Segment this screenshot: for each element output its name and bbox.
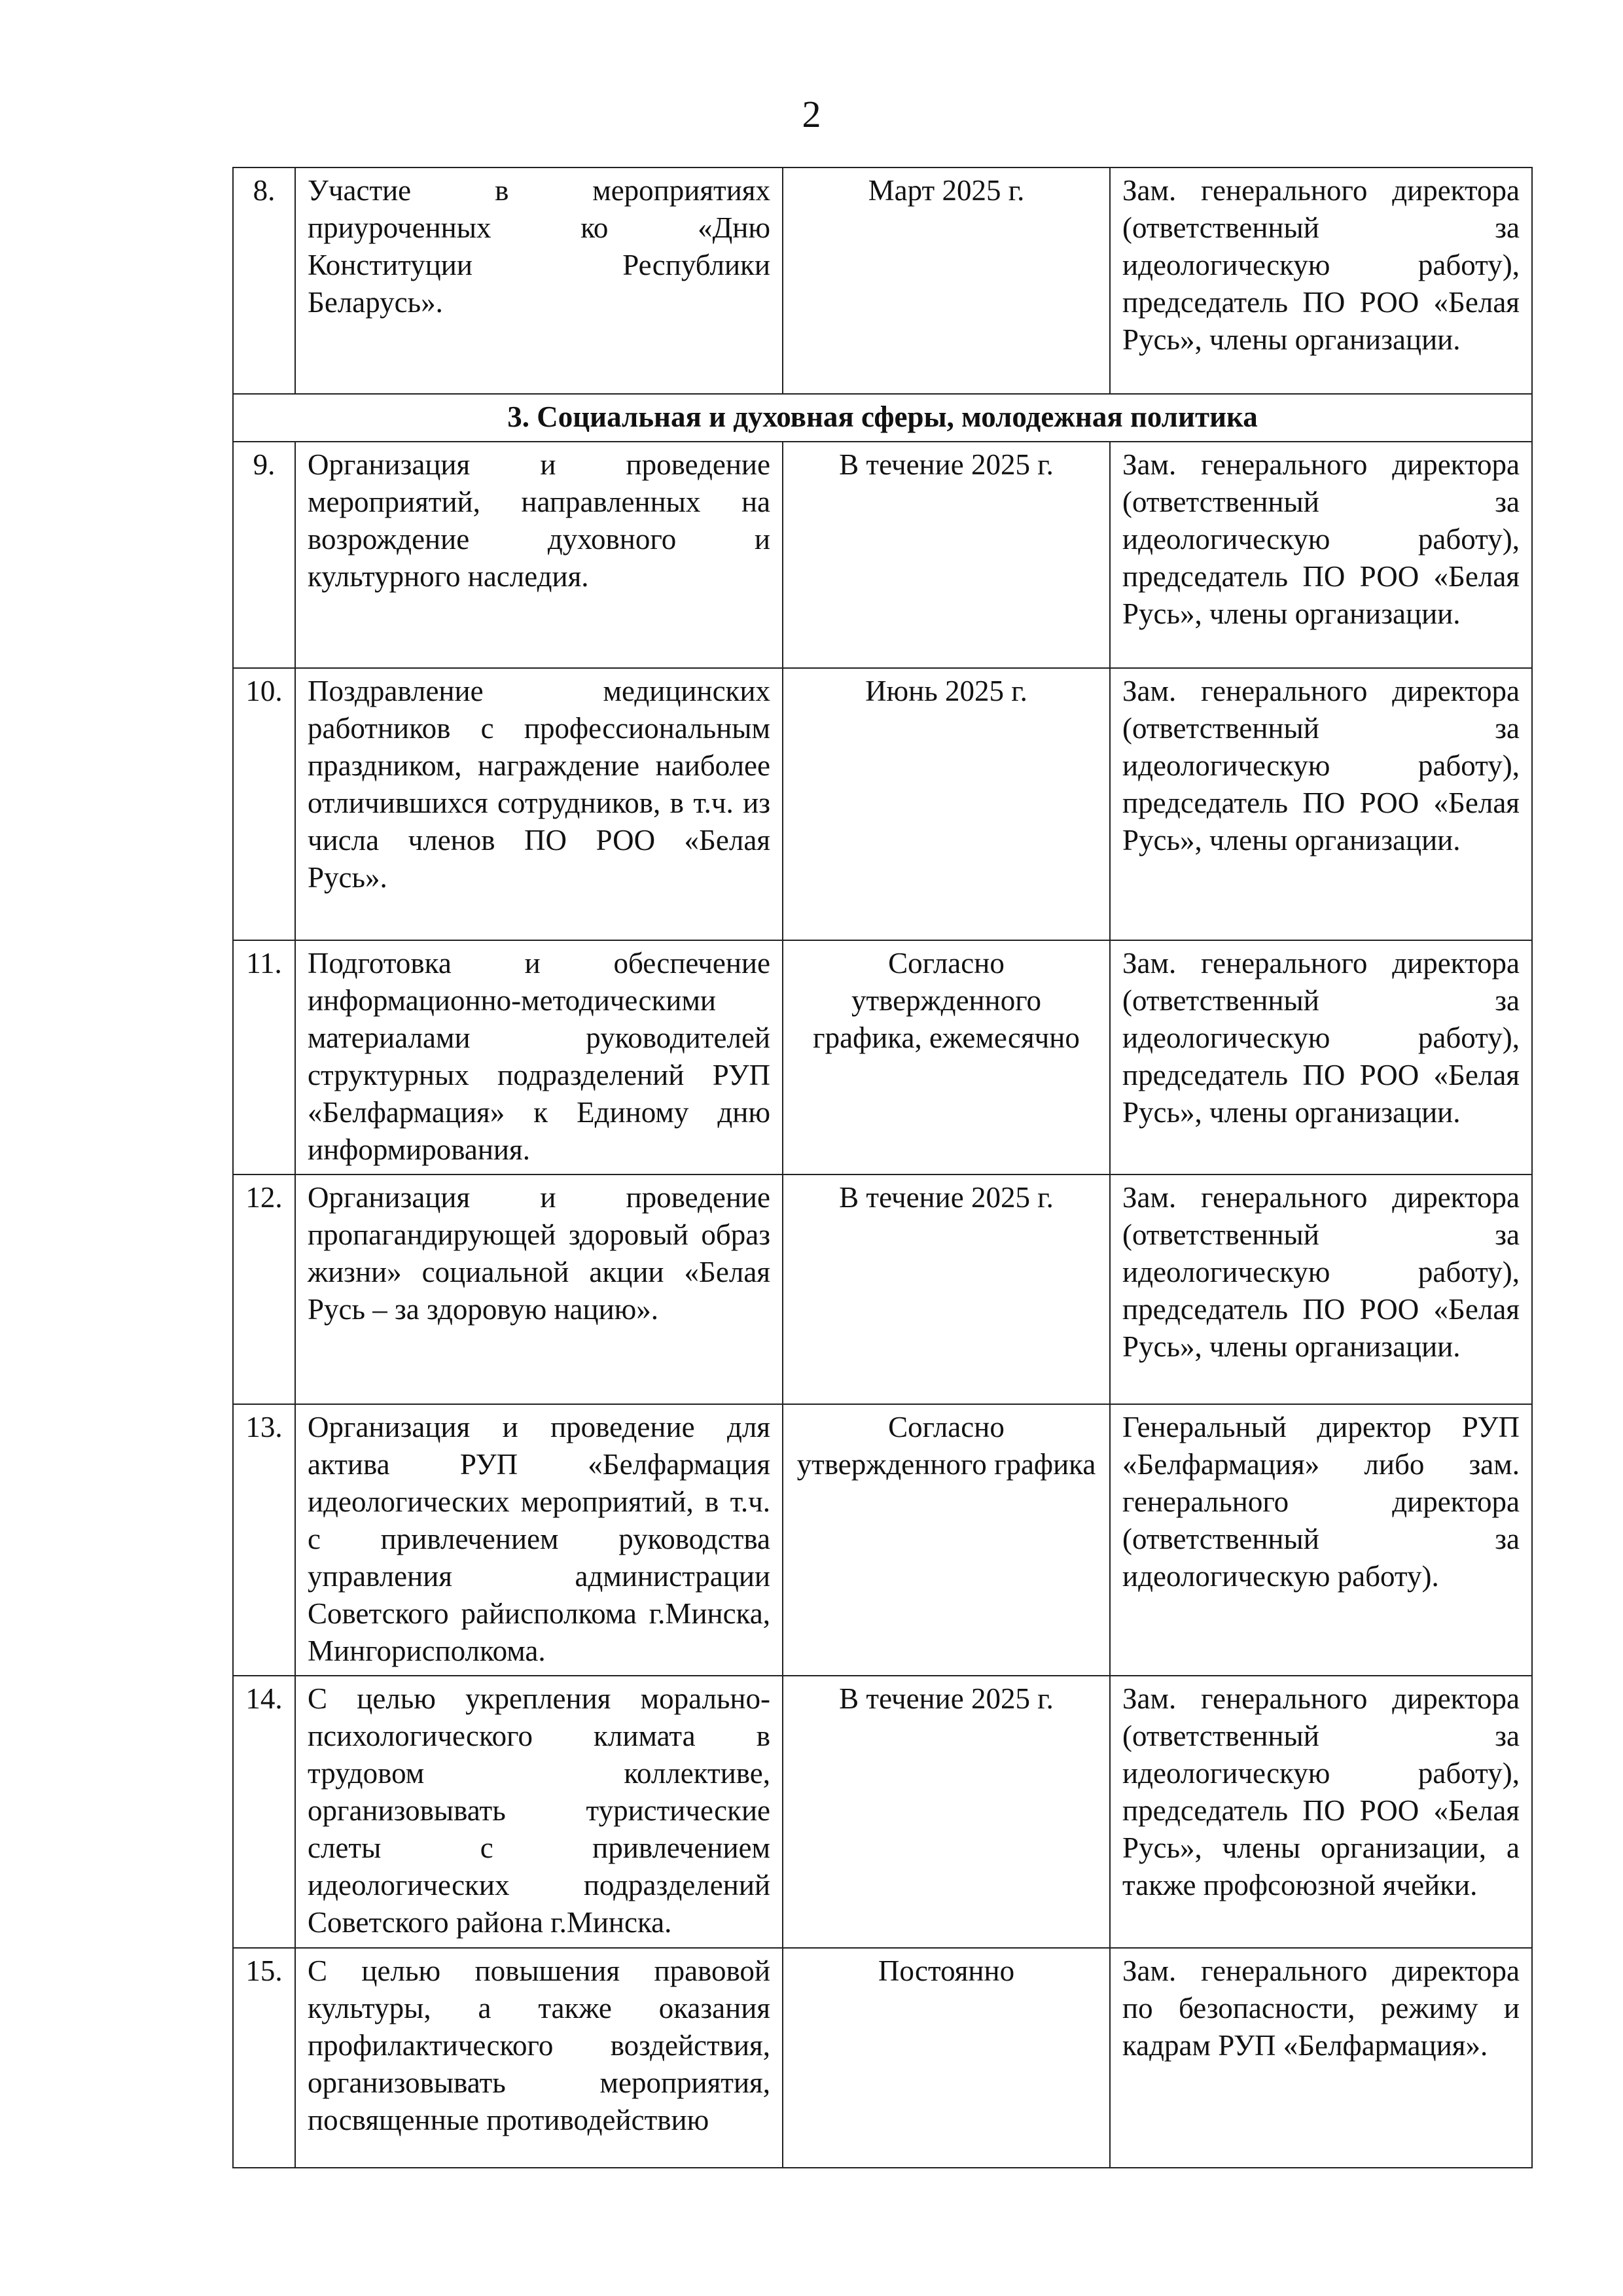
table-row <box>233 668 1532 940</box>
event-date: В течение 2025 г. <box>783 442 1110 668</box>
row-number: 12. <box>233 1174 295 1404</box>
responsible-persons: Зам. генерального директора (ответственный за идеологическую работу), председатель ПО РОО «Белая Русь», члены организации. <box>1110 442 1532 668</box>
event-description: Организация и проведение для актива РУП «Белфармация идеологических мероприятий, в т.ч. с привлечением руководства управления администрации Советского райисполкома г.Минска, Мингорисполкома. <box>295 1404 783 1676</box>
row-number: 9. <box>233 442 295 668</box>
row-number: 11. <box>233 940 295 1174</box>
section-header-row <box>233 394 1532 442</box>
responsible-persons: Зам. генерального директора (ответственный за идеологическую работу), председатель ПО РОО «Белая Русь», члены организации. <box>1110 668 1532 940</box>
event-date: Март 2025 г. <box>783 168 1110 394</box>
event-date: Согласно утвержденного графика <box>783 1404 1110 1676</box>
table-row <box>233 168 1532 394</box>
responsible-persons: Генеральный директор РУП «Белфармация» либо зам. генерального директора (ответственный за идеологическую работу). <box>1110 1404 1532 1676</box>
row-number: 8. <box>233 168 295 394</box>
responsible-persons: Зам. генерального директора (ответственный за идеологическую работу), председатель ПО РОО «Белая Русь», члены организации. <box>1110 168 1532 394</box>
responsible-persons: Зам. генерального директора (ответственный за идеологическую работу), председатель ПО РОО «Белая Русь», члены организации. <box>1110 940 1532 1174</box>
page-number: 2 <box>802 93 821 135</box>
section-title: 3. Социальная и духовная сферы, молодежная политика <box>233 394 1532 442</box>
event-date: В течение 2025 г. <box>783 1174 1110 1404</box>
row-number: 10. <box>233 668 295 940</box>
table-row <box>233 940 1532 1174</box>
event-date: Июнь 2025 г. <box>783 668 1110 940</box>
event-description: С целью укрепления морально-психологического климата в трудовом коллективе, организовывать туристические слеты с привлечением идеологических подразделений Советского района г.Минска. <box>295 1676 783 1948</box>
row-number: 15. <box>233 1948 295 2168</box>
event-description: Организация и проведение мероприятий, направленных на возрождение духовного и культурного наследия. <box>295 442 783 668</box>
responsible-persons: Зам. генерального директора по безопасности, режиму и кадрам РУП «Белфармация». <box>1110 1948 1532 2168</box>
table-row <box>233 1404 1532 1676</box>
event-plan-table <box>232 167 1533 2168</box>
row-number: 14. <box>233 1676 295 1948</box>
event-date: В течение 2025 г. <box>783 1676 1110 1948</box>
responsible-persons: Зам. генерального директора (ответственный за идеологическую работу), председатель ПО РОО «Белая Русь», члены организации, а также профсоюзной ячейки. <box>1110 1676 1532 1948</box>
event-description: Организация и проведение пропагандирующей здоровый образ жизни» социальной акции «Белая Русь – за здоровую нацию». <box>295 1174 783 1404</box>
event-date: Согласно утвержденного графика, ежемесячно <box>783 940 1110 1174</box>
event-date: Постоянно <box>783 1948 1110 2168</box>
table-row <box>233 1676 1532 1948</box>
table-row <box>233 1174 1532 1404</box>
event-description: С целью повышения правовой культуры, а также оказания профилактического воздействия, организовывать мероприятия, посвященные противодействию <box>295 1948 783 2168</box>
event-description: Поздравление медицинских работников с профессиональным праздником, награждение наиболее отличившихся сотрудников, в т.ч. из числа членов ПО РОО «Белая Русь». <box>295 668 783 940</box>
table-row <box>233 442 1532 668</box>
responsible-persons: Зам. генерального директора (ответственный за идеологическую работу), председатель ПО РОО «Белая Русь», члены организации. <box>1110 1174 1532 1404</box>
event-description: Подготовка и обеспечение информационно-методическими материалами руководителей структурных подразделений РУП «Белфармация» к Единому дню информирования. <box>295 940 783 1174</box>
event-description: Участие в мероприятиях приуроченных ко «Дню Конституции Республики Беларусь». <box>295 168 783 394</box>
table-row <box>233 1948 1532 2168</box>
row-number: 13. <box>233 1404 295 1676</box>
